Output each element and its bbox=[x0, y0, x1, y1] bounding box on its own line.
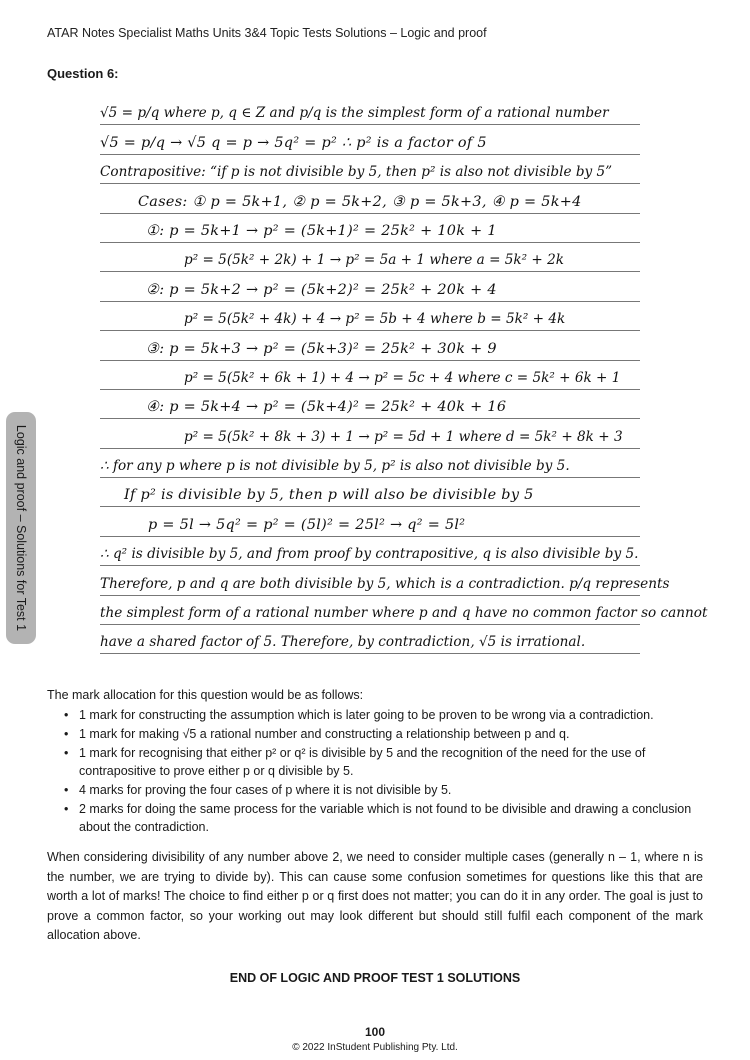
working-line: √5 = p/q → √5 q = p → 5q² = p² ∴ p² is a factor of 5 bbox=[100, 125, 640, 154]
question-title: Question 6: bbox=[47, 66, 119, 81]
side-tab-label: Logic and proof – Solutions for Test 1 bbox=[14, 424, 28, 632]
list-item: • 1 mark for making √5 a rational number and constructing a relationship between p and q. bbox=[62, 725, 702, 743]
working-line: the simplest form of a rational number where p and q have no common factor so cannot bbox=[100, 596, 640, 625]
mark-allocation-intro: The mark allocation for this question would be as follows: bbox=[47, 688, 364, 702]
list-item: • 2 marks for doing the same process for the variable which is not found to be divisible and drawing a conclusion about the contradiction. bbox=[62, 800, 702, 836]
working-line: p² = 5(5k² + 6k + 1) + 4 → p² = 5c + 4 where c = 5k² + 6k + 1 bbox=[100, 361, 640, 390]
working-line: √5 = p/q where p, q ∈ Z and p/q is the simplest form of a rational number bbox=[100, 96, 640, 125]
working-line: Cases: ① p = 5k+1, ② p = 5k+2, ③ p = 5k+3, ④ p = 5k+4 bbox=[100, 184, 640, 213]
working-line: ②: p = 5k+2 → p² = (5k+2)² = 25k² + 20k + 4 bbox=[100, 272, 640, 301]
list-item: • 1 mark for recognising that either p² or q² is divisible by 5 and the recognition of the need for the use of contrapositive to prove either p or q divisible by 5. bbox=[62, 744, 702, 780]
closing-paragraph: When considering divisibility of any number above 2, we need to consider multiple cases (generally n – 1, where n is the number, we are trying to divide by). This can cause some confusion sometimes for questions like this that are worth a lot of marks! The choice to find either p or q first does not matter; you can do it in any order. The goal is just to prove a common factor, so your working out may look different but should still fulfil each component of the mark allocation above. bbox=[47, 850, 703, 942]
working-line: p = 5l → 5q² = p² = (5l)² = 25l² → q² = 5l² bbox=[100, 507, 640, 536]
running-header: ATAR Notes Specialist Maths Units 3&4 Topic Tests Solutions – Logic and proof bbox=[47, 26, 487, 40]
working-line: ④: p = 5k+4 → p² = (5k+4)² = 25k² + 40k + 16 bbox=[100, 390, 640, 419]
working-line: ∴ for any p where p is not divisible by 5, p² is also not divisible by 5. bbox=[100, 449, 640, 478]
handwritten-working bbox=[100, 96, 708, 654]
working-line: ∴ q² is divisible by 5, and from proof by contrapositive, q is also divisible by 5. bbox=[100, 537, 640, 566]
working-line: p² = 5(5k² + 8k + 3) + 1 → p² = 5d + 1 where d = 5k² + 8k + 3 bbox=[100, 419, 640, 448]
working-line: If p² is divisible by 5, then p will also be divisible by 5 bbox=[100, 478, 640, 507]
section-side-tab bbox=[6, 412, 36, 644]
list-item: • 4 marks for proving the four cases of p where it is not divisible by 5. bbox=[62, 781, 702, 799]
end-of-solutions-title: END OF LOGIC AND PROOF TEST 1 SOLUTIONS bbox=[229, 971, 521, 985]
list-item: • 1 mark for constructing the assumption which is later going to be proven to be wrong via a contradiction. bbox=[62, 706, 702, 724]
mark-allocation-list bbox=[62, 706, 702, 837]
working-line: have a shared factor of 5. Therefore, by contradiction, √5 is irrational. bbox=[100, 625, 640, 654]
working-line: ①: p = 5k+1 → p² = (5k+1)² = 25k² + 10k + 1 bbox=[100, 214, 640, 243]
working-line: Therefore, p and q are both divisible by 5, which is a contradiction. p/q represents bbox=[100, 566, 640, 595]
copyright-notice: © 2022 InStudent Publishing Pty. Ltd. bbox=[292, 1042, 458, 1053]
working-line: p² = 5(5k² + 4k) + 4 → p² = 5b + 4 where b = 5k² + 4k bbox=[100, 302, 640, 331]
working-line: p² = 5(5k² + 2k) + 1 → p² = 5a + 1 where a = 5k² + 2k bbox=[100, 243, 640, 272]
working-line: ③: p = 5k+3 → p² = (5k+3)² = 25k² + 30k + 9 bbox=[100, 331, 640, 360]
page-number: 100 bbox=[364, 1025, 386, 1039]
working-line: Contrapositive: “if p is not divisible by 5, then p² is also not divisible by 5” bbox=[100, 155, 640, 184]
